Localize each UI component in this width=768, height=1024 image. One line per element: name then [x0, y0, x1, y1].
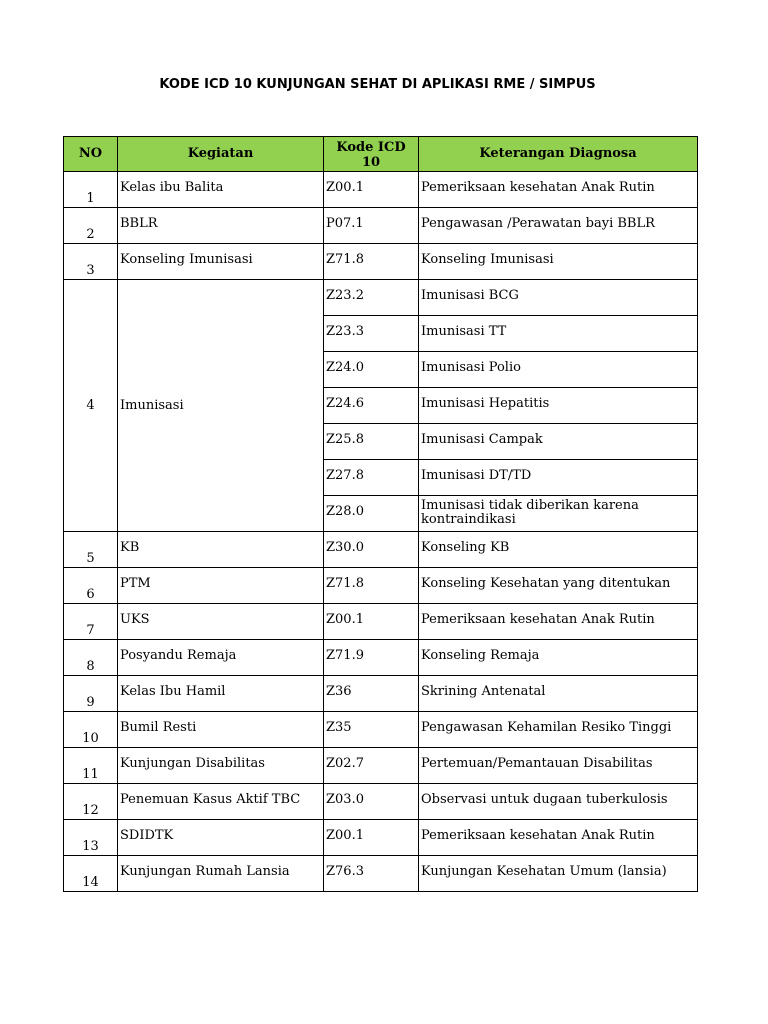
kegiatan-cell: SDIDTK: [118, 820, 324, 856]
kode-cell: Z23.2: [324, 280, 419, 316]
keterangan-cell: Pengawasan Kehamilan Resiko Tinggi: [419, 712, 698, 748]
icd-table: [63, 136, 698, 892]
kegiatan-cell: Bumil Resti: [118, 712, 324, 748]
kode-cell: Z23.3: [324, 316, 419, 352]
keterangan-cell: Imunisasi tidak diberikan karena kontraindikasi: [419, 496, 698, 532]
row-number: 1: [64, 172, 118, 208]
table-row: [64, 244, 698, 280]
kode-cell: Z71.8: [324, 244, 419, 280]
table-row: [64, 712, 698, 748]
row-number: 9: [64, 676, 118, 712]
kode-cell: Z24.6: [324, 388, 419, 424]
kegiatan-cell: KB: [118, 532, 324, 568]
kode-cell: Z71.9: [324, 640, 419, 676]
table-row: [64, 676, 698, 712]
kegiatan-cell: Kelas ibu Balita: [118, 172, 324, 208]
kode-cell: Z76.3: [324, 856, 419, 892]
row-number: 3: [64, 244, 118, 280]
kode-cell: P07.1: [324, 208, 419, 244]
table-row: [64, 820, 698, 856]
kegiatan-cell: Penemuan Kasus Aktif TBC: [118, 784, 324, 820]
kode-cell: Z03.0: [324, 784, 419, 820]
kegiatan-cell: Posyandu Remaja: [118, 640, 324, 676]
keterangan-cell: Imunisasi Campak: [419, 424, 698, 460]
keterangan-cell: Imunisasi DT/TD: [419, 460, 698, 496]
header-row: [64, 137, 698, 172]
table-row: [64, 172, 698, 208]
row-number: 11: [64, 748, 118, 784]
keterangan-cell: Imunisasi TT: [419, 316, 698, 352]
header-kegiatan: Kegiatan: [118, 137, 324, 172]
table-row: [64, 856, 698, 892]
table-row: [64, 784, 698, 820]
keterangan-cell: Observasi untuk dugaan tuberkulosis: [419, 784, 698, 820]
keterangan-cell: Konseling Imunisasi: [419, 244, 698, 280]
keterangan-cell: Konseling Remaja: [419, 640, 698, 676]
keterangan-cell: Pengawasan /Perawatan bayi BBLR: [419, 208, 698, 244]
kode-cell: Z35: [324, 712, 419, 748]
row-number: 8: [64, 640, 118, 676]
kode-cell: Z00.1: [324, 604, 419, 640]
table-row: [64, 280, 698, 316]
kegiatan-cell: BBLR: [118, 208, 324, 244]
row-number: 4: [64, 280, 118, 532]
keterangan-cell: Skrining Antenatal: [419, 676, 698, 712]
kode-cell: Z00.1: [324, 820, 419, 856]
keterangan-cell: Konseling Kesehatan yang ditentukan: [419, 568, 698, 604]
keterangan-cell: Imunisasi BCG: [419, 280, 698, 316]
row-number: 14: [64, 856, 118, 892]
table-row: [64, 748, 698, 784]
keterangan-cell: Pemeriksaan kesehatan Anak Rutin: [419, 172, 698, 208]
kode-cell: Z30.0: [324, 532, 419, 568]
keterangan-cell: Konseling KB: [419, 532, 698, 568]
kode-cell: Z25.8: [324, 424, 419, 460]
table-row: [64, 568, 698, 604]
kode-cell: Z36: [324, 676, 419, 712]
row-number: 6: [64, 568, 118, 604]
header-kode-icd: Kode ICD 10: [324, 137, 419, 172]
kegiatan-cell: Konseling Imunisasi: [118, 244, 324, 280]
kegiatan-cell: UKS: [118, 604, 324, 640]
page-title: KODE ICD 10 KUNJUNGAN SEHAT DI APLIKASI RME / SIMPUS: [159, 77, 596, 92]
row-number: 13: [64, 820, 118, 856]
kegiatan-cell: Kelas Ibu Hamil: [118, 676, 324, 712]
row-number: 12: [64, 784, 118, 820]
table-row: [64, 640, 698, 676]
kegiatan-cell: Kunjungan Disabilitas: [118, 748, 324, 784]
keterangan-cell: Pertemuan/Pemantauan Disabilitas: [419, 748, 698, 784]
keterangan-cell: Pemeriksaan kesehatan Anak Rutin: [419, 820, 698, 856]
table-row: [64, 532, 698, 568]
kode-cell: Z71.8: [324, 568, 419, 604]
keterangan-cell: Pemeriksaan kesehatan Anak Rutin: [419, 604, 698, 640]
kegiatan-cell: Kunjungan Rumah Lansia: [118, 856, 324, 892]
keterangan-cell: Imunisasi Polio: [419, 352, 698, 388]
keterangan-cell: Imunisasi Hepatitis: [419, 388, 698, 424]
header-keterangan: Keterangan Diagnosa: [419, 137, 698, 172]
row-number: 7: [64, 604, 118, 640]
kode-cell: Z27.8: [324, 460, 419, 496]
table-row: [64, 208, 698, 244]
kegiatan-cell: Imunisasi: [118, 280, 324, 532]
kode-cell: Z02.7: [324, 748, 419, 784]
table-body: [64, 172, 698, 892]
table-row: [64, 604, 698, 640]
row-number: 2: [64, 208, 118, 244]
row-number: 10: [64, 712, 118, 748]
header-no: NO: [64, 137, 118, 172]
kegiatan-cell: PTM: [118, 568, 324, 604]
row-number: 5: [64, 532, 118, 568]
kode-cell: Z28.0: [324, 496, 419, 532]
kode-cell: Z24.0: [324, 352, 419, 388]
kode-cell: Z00.1: [324, 172, 419, 208]
keterangan-cell: Kunjungan Kesehatan Umum (lansia): [419, 856, 698, 892]
table-header: [64, 137, 698, 172]
